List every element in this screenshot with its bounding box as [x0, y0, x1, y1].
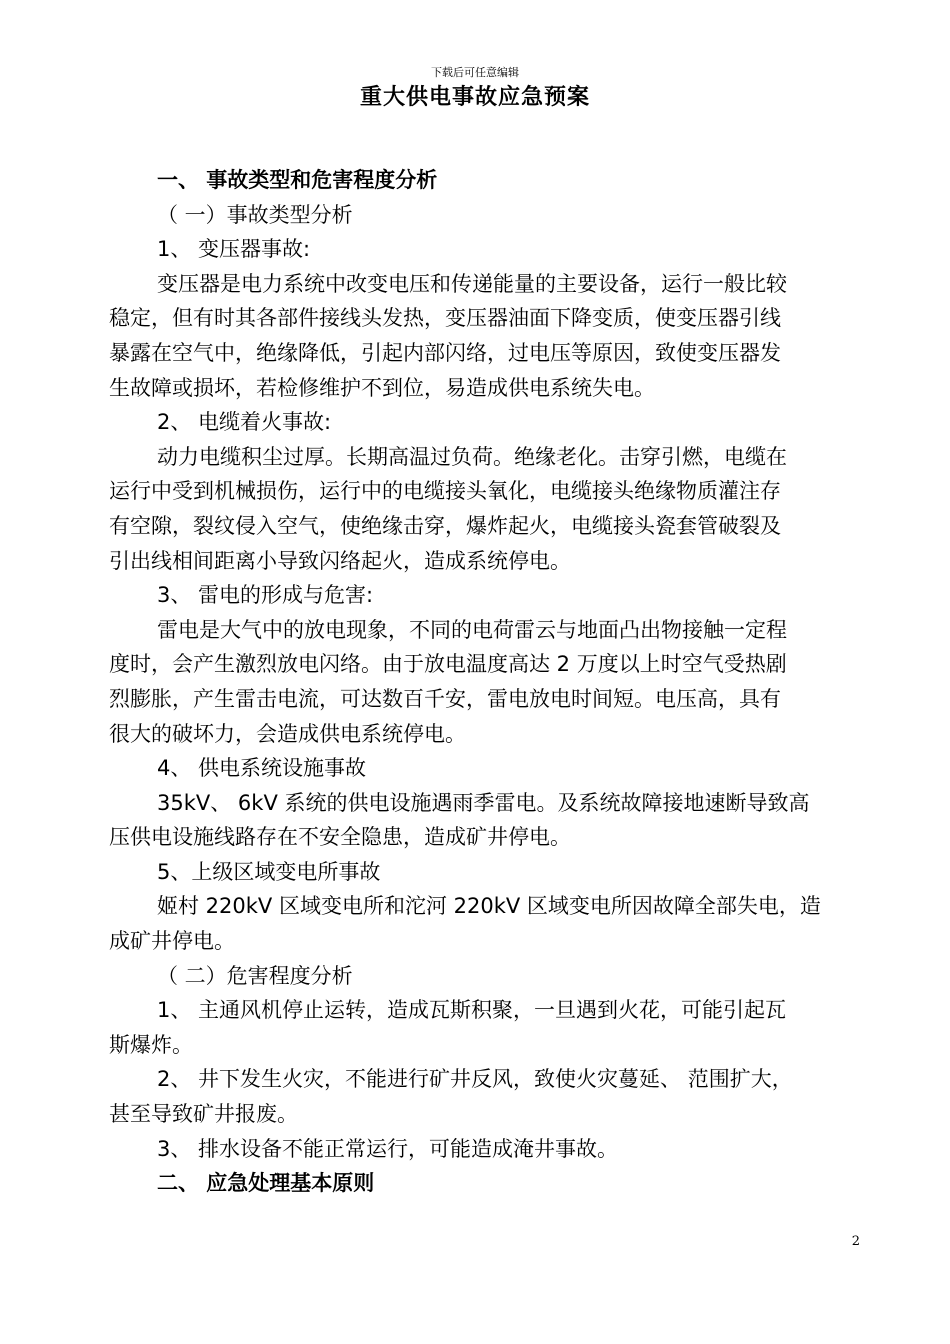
section-heading: 一、 事故类型和危害程度分析 [157, 168, 438, 192]
paragraph-line: 引出线相间距离小导致闪络起火，造成系统停电。 [109, 548, 571, 573]
subsection-heading: （ 一）事故类型分析 [157, 202, 353, 227]
page-number: 2 [851, 1234, 860, 1249]
paragraph-line: 1、 主通风机停止运转，造成瓦斯积聚，一旦遇到火花，可能引起瓦 [157, 998, 787, 1023]
paragraph-line: 暴露在空气中，绝缘降低，引起内部闪络，过电压等原因，致使变压器发 [109, 340, 781, 365]
paragraph-line: 姬村 220kV 区域变电所和沱河 220kV 区域变电所因故障全部失电，造 [157, 894, 821, 919]
item-heading: 4、 供电系统设施事故 [157, 756, 367, 781]
paragraph-line: 动力电缆积尘过厚。长期高温过负荷。绝缘老化。击穿引燃，电缆在 [157, 444, 787, 469]
paragraph-line: 成矿井停电。 [109, 929, 235, 954]
header-note: 下载后可任意编辑 [431, 66, 519, 79]
document-body [109, 163, 861, 1201]
paragraph-line: 变压器是电力系统中改变电压和传递能量的主要设备，运行一般比较 [157, 271, 787, 296]
paragraph-line: 生故障或损坏，若检修维护不到位，易造成供电系统失电。 [109, 375, 655, 400]
paragraph-line: 雷电是大气中的放电现象，不同的电荷雷云与地面凸出物接触一定程 [157, 617, 787, 642]
paragraph-line: 很大的破坏力，会造成供电系统停电。 [109, 721, 466, 746]
paragraph-line: 烈膨胀，产生雷击电流，可达数百千安，雷电放电时间短。电压高，具有 [109, 686, 781, 711]
paragraph-line: 35kV、 6kV 系统的供电设施遇雨季雷电。及系统故障接地速断导致高 [157, 790, 810, 815]
paragraph-line: 运行中受到机械损伤，运行中的电缆接头氧化，电缆接头绝缘物质灌注存 [109, 479, 781, 504]
subsection-heading: （ 二）危害程度分析 [157, 963, 353, 988]
paragraph-line: 2、 井下发生火灾，不能进行矿井反风，致使火灾蔓延、 范围扩大， [157, 1067, 793, 1092]
section-heading: 二、 应急处理基本原则 [157, 1171, 375, 1196]
paragraph-line: 稳定，但有时其各部件接线头发热，变压器油面下降变质，使变压器引线 [109, 306, 781, 331]
item-heading: 2、 电缆着火事故: [157, 410, 332, 435]
paragraph-line: 有空隙，裂纹侵入空气，使绝缘击穿，爆炸起火，电缆接头瓷套管破裂及 [109, 513, 781, 538]
paragraph-line: 度时，会产生激烈放电闪络。由于放电温度高达 2 万度以上时空气受热剧 [109, 652, 787, 677]
paragraph-line: 压供电设施线路存在不安全隐患，造成矿井停电。 [109, 825, 571, 850]
item-heading: 5、上级区域变电所事故 [157, 859, 381, 884]
paragraph-line: 斯爆炸。 [109, 1032, 193, 1057]
document-title: 重大供电事故应急预案 [359, 85, 590, 110]
paragraph-line: 甚至导致矿井报废。 [109, 1102, 298, 1127]
paragraph-line: 3、 排水设备不能正常运行，可能造成淹井事故。 [157, 1136, 619, 1161]
item-heading: 1、 变压器事故: [157, 237, 311, 262]
item-heading: 3、 雷电的形成与危害: [157, 583, 374, 608]
